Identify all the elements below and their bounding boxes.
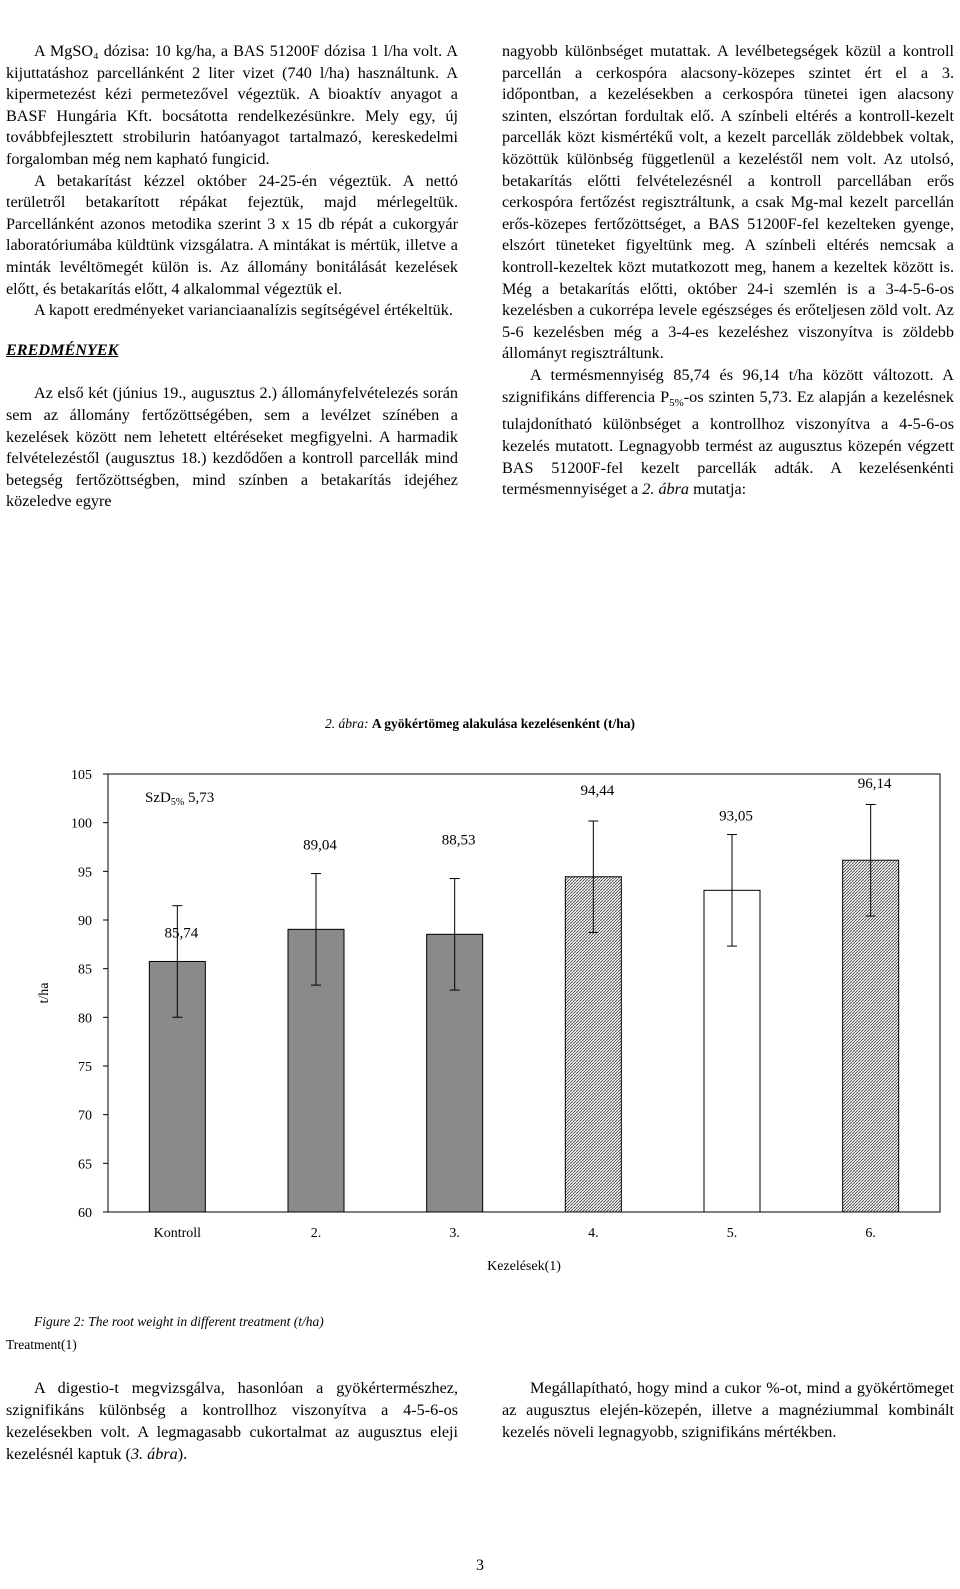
- left-text-column: [6, 41, 458, 513]
- x-category-label: 5.: [726, 1226, 738, 1241]
- data-label: 88,53: [441, 832, 476, 849]
- right-text-column: [502, 41, 954, 501]
- digestio-text-b: ).: [177, 1445, 188, 1463]
- data-label: 85,74: [164, 925, 199, 942]
- paragraph-analysis: A kapott eredményeket varianciaanalízis segítségével értékeltük.: [34, 301, 453, 320]
- paragraph-results-continued: nagyobb különbséget mutattak. A levélbetegségek közül a kontroll parcellán a cerkospóra alacsony-közepes szintet ért el a 3. időpontban, a kezelésekben a cerkospóra tünetei igen alacsony szinten, elszórtan fordultak elő. A színbeli eltérés a kontroll-kezelt parcellák közt kismértékű volt, a kezelt parcellák zöldebbek voltak, közöttük különbség függetlenül a kezeléstől nem volt. Az utolsó, betakarítás előtti felvételezésnél a kontroll parcellában erős cerkospóra fertőzést regisztráltunk, a csak Mg-mal kezelt parcellán erős-közepes fertőzöttséget, a BAS 51200F-fel kezelteken gyenge, elszórt tüneteket figyeltünk meg. A színbeli eltérés nemcsak a kontroll-kezeltek közt mutatkozott meg, hanem a kezeltek között is. Még a betakarítás előtti, október 24-i szemlén is a 3-4-5-6-os kezelésben a cukorrépa levele egészséges és erőteljesen zöld volt. Az 5-6 kezelésben még a 3-4-es kezeléshez viszonyítva is zöldebb állományt regisztráltunk.: [502, 42, 954, 363]
- root-weight-bar-chart: [0, 750, 960, 1310]
- x-category-label: 6.: [865, 1226, 876, 1241]
- data-label: 89,04: [303, 837, 337, 854]
- paragraph-results-start: Az első két (június 19., augusztus 2.) állományfelvételezés során sem az állomány fertőzöttségében, sem a levélzet színében a kezelések között nem lehetett eltéréseket megfigyelni. A harmadik felvételezéstől (augusztus 18.) kezdődően a kontroll parcellák mind betegség fertőzöttségben, mind színben a betakarítás idejéhez közeledve egyre: [6, 384, 458, 511]
- x-category-label: 2.: [310, 1226, 322, 1241]
- figure3-reference: 3. ábra: [130, 1445, 178, 1463]
- figure-title: [0, 716, 960, 732]
- paragraph-digestio: [6, 1377, 458, 1465]
- yield-subscript: 5%: [669, 396, 684, 409]
- x-category-label: Kontroll: [153, 1226, 202, 1241]
- y-tick-label: 95: [78, 865, 92, 881]
- lsd-annotation-sub: 5%: [170, 797, 185, 808]
- bottom-right-column: [502, 1377, 954, 1443]
- y-tick-label: 70: [78, 1108, 92, 1124]
- y-tick-label: 100: [71, 816, 92, 832]
- y-tick-label: 75: [78, 1060, 92, 1075]
- lsd-annotation-value: 5,73: [184, 790, 215, 806]
- y-tick-label: 90: [78, 914, 92, 929]
- figure-caption-english: Figure 2: The root weight in different treatment (t/ha): [34, 1314, 324, 1329]
- figure-caption-treatment: Treatment(1): [6, 1337, 77, 1352]
- data-label: 96,14: [857, 776, 892, 793]
- x-axis-title: Kezelések(1): [487, 1259, 561, 1274]
- yield-text-c: mutatja:: [689, 480, 747, 499]
- data-label: 94,44: [580, 782, 615, 799]
- yield-text-a: A termésmennyiség 85,74 és 96,14 t/ha között változott. A szignifikáns differencia P: [502, 365, 954, 406]
- plot-area: [108, 774, 940, 1212]
- y-tick-label: 85: [78, 962, 92, 978]
- data-label: 93,05: [719, 808, 753, 825]
- x-category-label: 4.: [588, 1226, 599, 1241]
- lsd-annotation-main: SzD: [145, 790, 171, 806]
- figure-title-text: A gyökértömeg alakulása kezelésenként (t/ha): [371, 716, 636, 731]
- y-tick-label: 80: [78, 1011, 92, 1027]
- section-heading-results: EREDMÉNYEK: [6, 340, 119, 359]
- digestio-text-a: A digestio-t megvizsgálva, hasonlóan a gyökértermészhez, szignifikáns különbség a kontrollhoz viszonyítva a 4-5-6-os kezelésekben volt. A legmagasabb cukortalmat az augusztus eleji kezelésnél kaptuk (: [6, 1379, 458, 1463]
- yield-text-b: -os szinten 5,73. Ez alapján a kezelésnek tulajdonítható különbséget a kontrollhoz viszonyítva a 4-5-6-os kezelés mutatott. Legnagyobb termést az augusztus közepén végzett BAS 51200F-fel kezelt parcellák adták. A kezelésenkénti termésmennyiséget a: [502, 387, 954, 499]
- page-number: 3: [476, 1557, 484, 1574]
- paragraph-harvest: A betakarítást kézzel október 24-25-én végeztük. A nettó területről betakarított répákat fejeztük, majd mérlegeltük. Parcellánként azonos metodika szerint 3 x 15 db répát a cukorgyár laboratóriumába küldtünk vizsgálatra. A mintákat is mértük, illetve a minták levéltömegét külön is. Az állomány bonitálását kezelések előtt, és betakarítás előtt, 4 alkalommal végeztük el.: [6, 171, 458, 298]
- figure-reference: 2. ábra: [642, 480, 690, 499]
- y-tick-label: 60: [78, 1206, 92, 1221]
- y-tick-label: 105: [71, 768, 92, 783]
- paragraph-methods-dose: A MgSO₄ dózisa: 10 kg/ha, a BAS 51200F dózisa 1 l/ha volt. A kijuttatáshoz parcellánként 2 liter vizet (740 l/ha) használtunk. A kipermetezést kézi permetezővel végeztük. A bioaktív anyagot a BASF Hungária Kft. bocsátotta rendelkezésünkre. Mely egy, új továbbfejlesztett strobilurin hatóanyagot tartalmazó, kereskedelmi forgalomban még nem kapható fungicid.: [6, 42, 458, 168]
- figure-label: 2. ábra:: [324, 716, 369, 731]
- bottom-left-column: [6, 1377, 458, 1465]
- paragraph-yield: [502, 365, 954, 501]
- paragraph-conclusion: Megállapítható, hogy mind a cukor %-ot, mind a gyökértömeget az augusztus elején-közepén, illetve a magnéziummal kombinált kezelés növeli legnagyobb, szignifikáns mértékben.: [502, 1379, 954, 1441]
- y-axis-title: t/ha: [37, 982, 52, 1004]
- x-category-label: 3.: [449, 1226, 460, 1241]
- y-tick-label: 65: [78, 1157, 92, 1173]
